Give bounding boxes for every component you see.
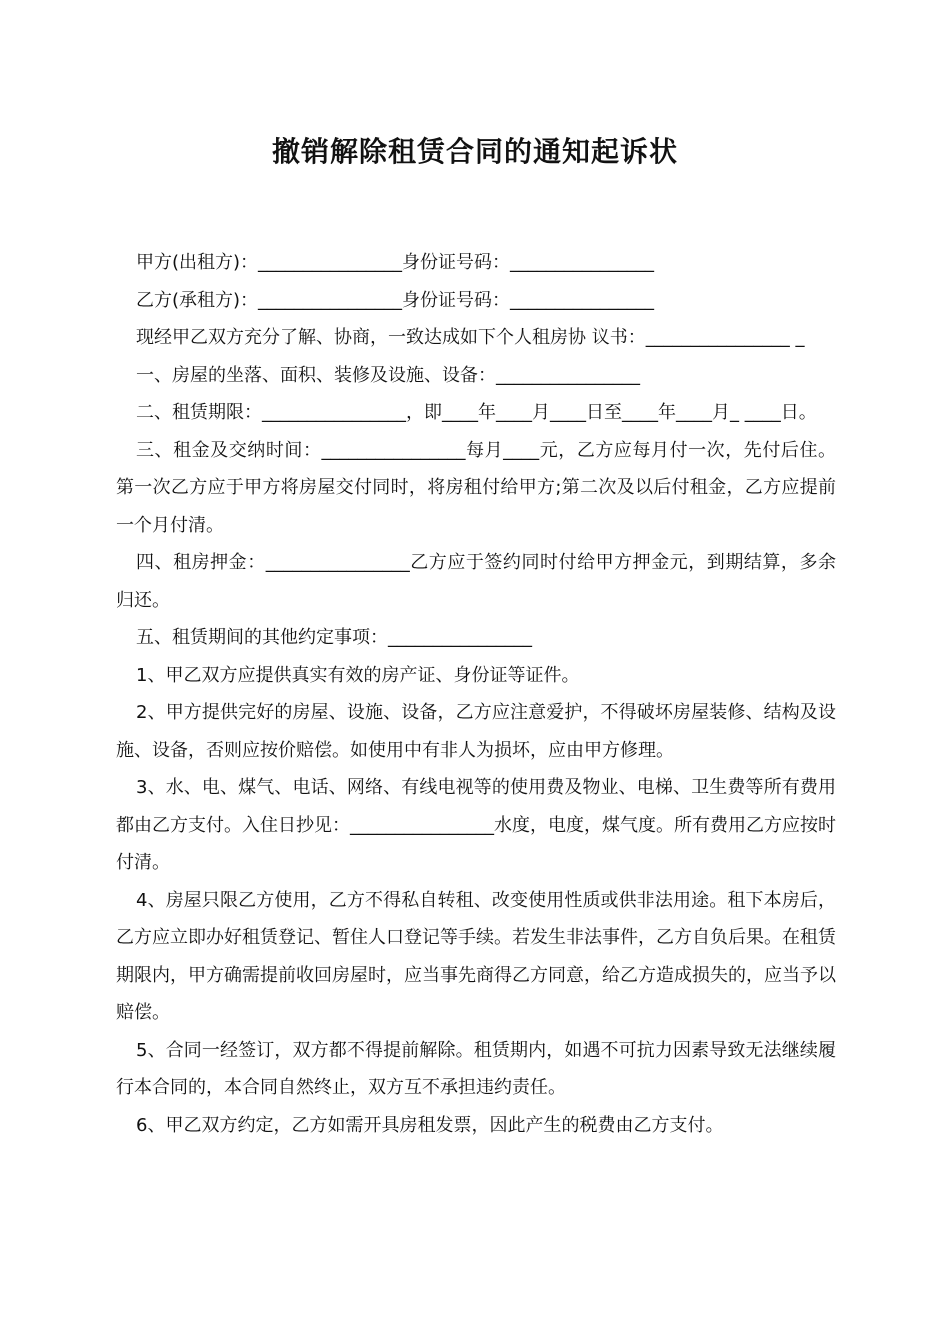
clause-5-other: 五、租赁期间的其他约定事项：________________ (136, 627, 532, 648)
item-6: 6、甲乙双方约定，乙方如需开具房租发票，因此产生的税费由乙方支付。 (136, 1114, 724, 1136)
document-body (116, 244, 836, 1144)
agreement-intro: 现经甲乙双方充分了解、协商，一致达成如下个人租房协 议书：________________ _ (136, 327, 805, 348)
party-a-line: 甲方(出租方)：________________身份证号码：________________ (136, 252, 655, 273)
item-1: 1、甲乙双方应提供真实有效的房产证、身份证等证件。 (136, 664, 580, 686)
item-2: 2、甲方提供完好的房屋、设施、设备，乙方应注意爱护，不得破坏房屋装修、结构及设施、设备，否则应按价赔偿。如使用中有非人为损坏，应由甲方修理。 (116, 702, 836, 761)
item-3: 3、水、电、煤气、电话、网络、有线电视等的使用费及物业、电梯、卫生费等所有费用都由乙方支付。入住日抄见：________________水度，电度，煤气度。所有费用乙方应按时付清。 (116, 777, 836, 873)
item-5: 5、合同一经签订，双方都不得提前解除。租赁期内，如遇不可抗力因素导致无法继续履行本合同的，本合同自然终止，双方互不承担违约责任。 (116, 1039, 836, 1098)
document-title: 撤销解除租赁合同的通知起诉状 (271, 135, 678, 168)
clause-3-rent: 三、租金及交纳时间：________________每月____元，乙方应每月付一次，先付后住。第一次乙方应于甲方将房屋交付同时，将房租付给甲方;第二次及以后付租金，乙方应提前一个月付清。 (116, 439, 836, 536)
clause-1-location: 一、房屋的坐落、面积、装修及设施、设备：________________ (136, 364, 640, 386)
clause-2-term: 二、租赁期限：________________，即____年____月____日至____年____月_ ____日。 (136, 402, 817, 423)
item-4: 4、房屋只限乙方使用，乙方不得私自转租、改变使用性质或供非法用途。租下本房后，乙方应立即办好租赁登记、暂住人口登记等手续。若发生非法事件，乙方自负后果。在租赁期限内，甲方确需提前收回房屋时，应当事先商得乙方同意，给乙方造成损失的，应当予以赔偿。 (116, 889, 836, 1023)
party-b-line: 乙方(承租方)：________________身份证号码：________________ (136, 289, 655, 311)
clause-4-deposit: 四、租房押金：________________乙方应于签约同时付给甲方押金元，到期结算，多余归还。 (116, 552, 836, 611)
